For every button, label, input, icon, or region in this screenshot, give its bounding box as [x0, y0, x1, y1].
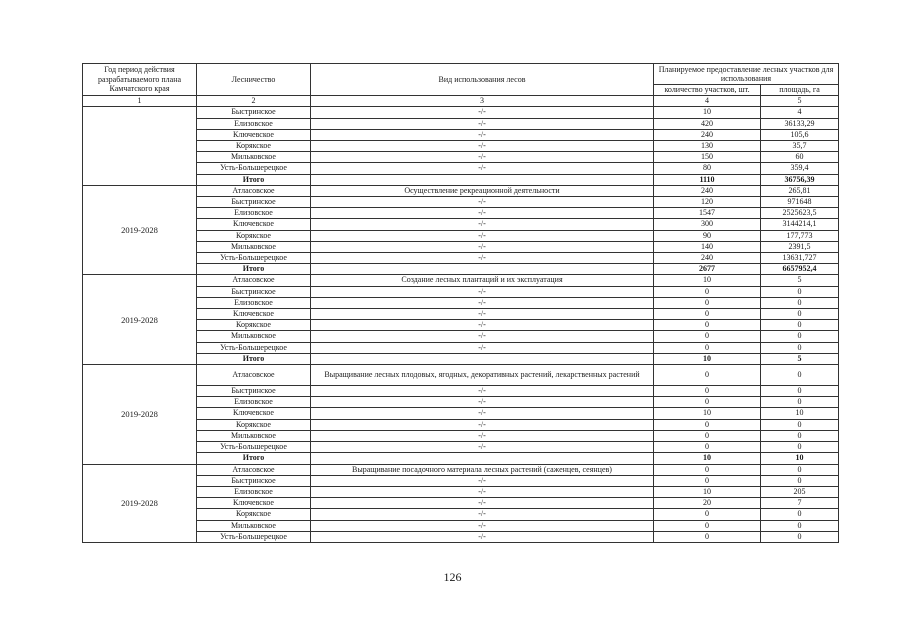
use-type-cell: -/-: [311, 297, 654, 308]
forestry-cell: Атласовское: [197, 185, 311, 196]
count-cell: 420: [654, 118, 761, 129]
table-row: [83, 219, 839, 230]
table-row: [83, 531, 839, 542]
count-cell: 0: [654, 419, 761, 430]
use-type-cell: -/-: [311, 498, 654, 509]
use-type-cell: -/-: [311, 107, 654, 118]
area-cell: 0: [761, 397, 839, 408]
forestry-cell: Ключевское: [197, 219, 311, 230]
forestry-cell: Быстринское: [197, 286, 311, 297]
forestry-cell: Атласовское: [197, 464, 311, 475]
area-cell: 105,6: [761, 129, 839, 140]
forestry-cell: Мильковское: [197, 152, 311, 163]
count-cell: 240: [654, 129, 761, 140]
area-cell: 2525623,5: [761, 208, 839, 219]
table-row: [83, 230, 839, 241]
header-period: Год период действия разрабатываемого плана Камчатского края: [83, 64, 197, 96]
use-type-cell: -/-: [311, 531, 654, 542]
table-row: [83, 309, 839, 320]
header-forestry: Лесничество: [197, 64, 311, 96]
forestry-cell: Мильковское: [197, 241, 311, 252]
table-row: [83, 331, 839, 342]
total-label: Итого: [197, 453, 311, 464]
table-row: [83, 419, 839, 430]
total-label: Итого: [197, 174, 311, 185]
table-row: [83, 152, 839, 163]
total-count: 10: [654, 353, 761, 364]
forestry-cell: Корякское: [197, 509, 311, 520]
area-cell: 177,773: [761, 230, 839, 241]
total-blank: [311, 453, 654, 464]
forestry-cell: Елизовское: [197, 118, 311, 129]
use-type-cell: Выращивание лесных плодовых, ягодных, декоративных растений, лекарственных растений: [311, 365, 654, 386]
table-row: [83, 197, 839, 208]
use-type-cell: -/-: [311, 118, 654, 129]
count-cell: 10: [654, 107, 761, 118]
forestry-cell: Ключевское: [197, 129, 311, 140]
table-row: [83, 241, 839, 252]
header-area: площадь, га: [761, 85, 839, 96]
table-row: [83, 430, 839, 441]
area-cell: 0: [761, 442, 839, 453]
total-count: 1110: [654, 174, 761, 185]
table-row: [83, 520, 839, 531]
table-row: [83, 386, 839, 397]
table-row: [83, 397, 839, 408]
area-cell: 35,7: [761, 141, 839, 152]
use-type-cell: -/-: [311, 253, 654, 264]
forestry-cell: Корякское: [197, 320, 311, 331]
forestry-cell: Корякское: [197, 230, 311, 241]
table-row: [83, 163, 839, 174]
use-type-cell: -/-: [311, 197, 654, 208]
total-row: [83, 353, 839, 364]
area-cell: 4: [761, 107, 839, 118]
use-type-cell: -/-: [311, 408, 654, 419]
area-cell: 2391,5: [761, 241, 839, 252]
area-cell: 60: [761, 152, 839, 163]
table-row: [83, 118, 839, 129]
column-number: 2: [197, 96, 311, 107]
forestry-cell: Быстринское: [197, 475, 311, 486]
use-type-cell: -/-: [311, 509, 654, 520]
use-type-cell: -/-: [311, 331, 654, 342]
use-type-cell: -/-: [311, 309, 654, 320]
total-area: 5: [761, 353, 839, 364]
table-row: [83, 208, 839, 219]
use-type-cell: -/-: [311, 486, 654, 497]
table-row: [83, 342, 839, 353]
use-type-cell: -/-: [311, 230, 654, 241]
area-cell: 0: [761, 297, 839, 308]
column-number: 1: [83, 96, 197, 107]
use-type-cell: -/-: [311, 208, 654, 219]
total-area: 6657952,4: [761, 264, 839, 275]
use-type-cell: -/-: [311, 475, 654, 486]
count-cell: 20: [654, 498, 761, 509]
total-label: Итого: [197, 353, 311, 364]
area-cell: 359,4: [761, 163, 839, 174]
header-count: количество участков, шт.: [654, 85, 761, 96]
use-type-cell: -/-: [311, 442, 654, 453]
table-row: [83, 185, 839, 196]
count-cell: 0: [654, 331, 761, 342]
forestry-cell: Корякское: [197, 141, 311, 152]
area-cell: 0: [761, 531, 839, 542]
area-cell: 0: [761, 286, 839, 297]
year-cell: 2019-2028: [83, 185, 197, 275]
area-cell: 205: [761, 486, 839, 497]
count-cell: 0: [654, 531, 761, 542]
table-row: [83, 498, 839, 509]
count-cell: 240: [654, 185, 761, 196]
area-cell: 0: [761, 430, 839, 441]
area-cell: 0: [761, 365, 839, 386]
table-row: [83, 320, 839, 331]
use-type-cell: -/-: [311, 286, 654, 297]
forestry-cell: Мильковское: [197, 331, 311, 342]
use-type-cell: Выращивание посадочного материала лесных растений (саженцев, сеянцев): [311, 464, 654, 475]
use-type-cell: -/-: [311, 419, 654, 430]
count-cell: 140: [654, 241, 761, 252]
count-cell: 300: [654, 219, 761, 230]
area-cell: 0: [761, 342, 839, 353]
count-cell: 0: [654, 509, 761, 520]
forestry-cell: Усть-Большерецкое: [197, 531, 311, 542]
forestry-cell: Елизовское: [197, 297, 311, 308]
table-row: [83, 475, 839, 486]
table-row: [83, 129, 839, 140]
total-blank: [311, 264, 654, 275]
forestry-cell: Корякское: [197, 419, 311, 430]
count-cell: 120: [654, 197, 761, 208]
table-row: [83, 286, 839, 297]
count-cell: 90: [654, 230, 761, 241]
forestry-cell: Усть-Большерецкое: [197, 342, 311, 353]
header-use-type: Вид использования лесов: [311, 64, 654, 96]
total-row: [83, 264, 839, 275]
column-number: 3: [311, 96, 654, 107]
table-row: [83, 141, 839, 152]
count-cell: 0: [654, 442, 761, 453]
column-number: 5: [761, 96, 839, 107]
table-row: [83, 442, 839, 453]
use-type-cell: Осуществление рекреационной деятельности: [311, 185, 654, 196]
count-cell: 10: [654, 486, 761, 497]
total-label: Итого: [197, 264, 311, 275]
table-row: [83, 486, 839, 497]
use-type-cell: -/-: [311, 397, 654, 408]
page-number: 126: [443, 570, 462, 584]
count-cell: 0: [654, 365, 761, 386]
area-cell: 971648: [761, 197, 839, 208]
use-type-cell: -/-: [311, 386, 654, 397]
forestry-cell: Быстринское: [197, 197, 311, 208]
total-count: 10: [654, 453, 761, 464]
use-type-cell: -/-: [311, 129, 654, 140]
use-type-cell: -/-: [311, 342, 654, 353]
table-row: [83, 365, 839, 386]
count-cell: 0: [654, 386, 761, 397]
table-row: [83, 297, 839, 308]
total-blank: [311, 353, 654, 364]
area-cell: 3144214,1: [761, 219, 839, 230]
count-cell: 1547: [654, 208, 761, 219]
forestry-cell: Мильковское: [197, 520, 311, 531]
total-area: 10: [761, 453, 839, 464]
area-cell: 36133,29: [761, 118, 839, 129]
total-area: 36756,39: [761, 174, 839, 185]
use-type-cell: -/-: [311, 163, 654, 174]
forestry-cell: Елизовское: [197, 486, 311, 497]
year-cell: 2019-2028: [83, 275, 197, 365]
forestry-cell: Усть-Большерецкое: [197, 163, 311, 174]
forestry-cell: Усть-Большерецкое: [197, 442, 311, 453]
header-row: [83, 64, 839, 85]
forestry-cell: Атласовское: [197, 365, 311, 386]
use-type-cell: -/-: [311, 219, 654, 230]
table-row: [83, 275, 839, 286]
use-type-cell: -/-: [311, 152, 654, 163]
forestry-cell: Усть-Большерецкое: [197, 253, 311, 264]
count-cell: 80: [654, 163, 761, 174]
column-number: 4: [654, 96, 761, 107]
area-cell: 0: [761, 520, 839, 531]
count-cell: 0: [654, 397, 761, 408]
column-number-row: [83, 96, 839, 107]
area-cell: 265,81: [761, 185, 839, 196]
use-type-cell: -/-: [311, 141, 654, 152]
use-type-cell: -/-: [311, 241, 654, 252]
count-cell: 240: [654, 253, 761, 264]
forestry-cell: Ключевское: [197, 309, 311, 320]
area-cell: 7: [761, 498, 839, 509]
header-planned: Планируемое предоставление лесных участков для использования: [654, 64, 839, 85]
table-row: [83, 107, 839, 118]
table-body: [83, 64, 839, 543]
forestry-cell: Быстринское: [197, 386, 311, 397]
use-type-cell: -/-: [311, 320, 654, 331]
count-cell: 0: [654, 309, 761, 320]
total-row: [83, 174, 839, 185]
area-cell: 0: [761, 320, 839, 331]
count-cell: 130: [654, 141, 761, 152]
table-row: [83, 408, 839, 419]
forestry-cell: Ключевское: [197, 408, 311, 419]
use-type-cell: -/-: [311, 520, 654, 531]
area-cell: 0: [761, 509, 839, 520]
area-cell: 13631,727: [761, 253, 839, 264]
forestry-cell: Ключевское: [197, 498, 311, 509]
table-row: [83, 464, 839, 475]
total-blank: [311, 174, 654, 185]
forestry-cell: Елизовское: [197, 208, 311, 219]
count-cell: 0: [654, 286, 761, 297]
area-cell: 0: [761, 309, 839, 320]
forest-plan-table: [82, 63, 839, 543]
count-cell: 0: [654, 475, 761, 486]
use-type-cell: Создание лесных плантаций и их эксплуатация: [311, 275, 654, 286]
forestry-cell: Елизовское: [197, 397, 311, 408]
use-type-cell: -/-: [311, 430, 654, 441]
area-cell: 10: [761, 408, 839, 419]
total-count: 2677: [654, 264, 761, 275]
year-cell: 2019-2028: [83, 365, 197, 464]
count-cell: 0: [654, 342, 761, 353]
count-cell: 0: [654, 297, 761, 308]
area-cell: 0: [761, 464, 839, 475]
table-row: [83, 509, 839, 520]
forestry-cell: Атласовское: [197, 275, 311, 286]
count-cell: 10: [654, 275, 761, 286]
area-cell: 0: [761, 419, 839, 430]
count-cell: 0: [654, 464, 761, 475]
count-cell: 10: [654, 408, 761, 419]
count-cell: 0: [654, 520, 761, 531]
area-cell: 5: [761, 275, 839, 286]
table-row: [83, 253, 839, 264]
area-cell: 0: [761, 331, 839, 342]
year-cell: [83, 107, 197, 185]
forestry-cell: Мильковское: [197, 430, 311, 441]
area-cell: 0: [761, 386, 839, 397]
count-cell: 150: [654, 152, 761, 163]
forestry-cell: Быстринское: [197, 107, 311, 118]
area-cell: 0: [761, 475, 839, 486]
count-cell: 0: [654, 430, 761, 441]
total-row: [83, 453, 839, 464]
year-cell: 2019-2028: [83, 464, 197, 542]
count-cell: 0: [654, 320, 761, 331]
